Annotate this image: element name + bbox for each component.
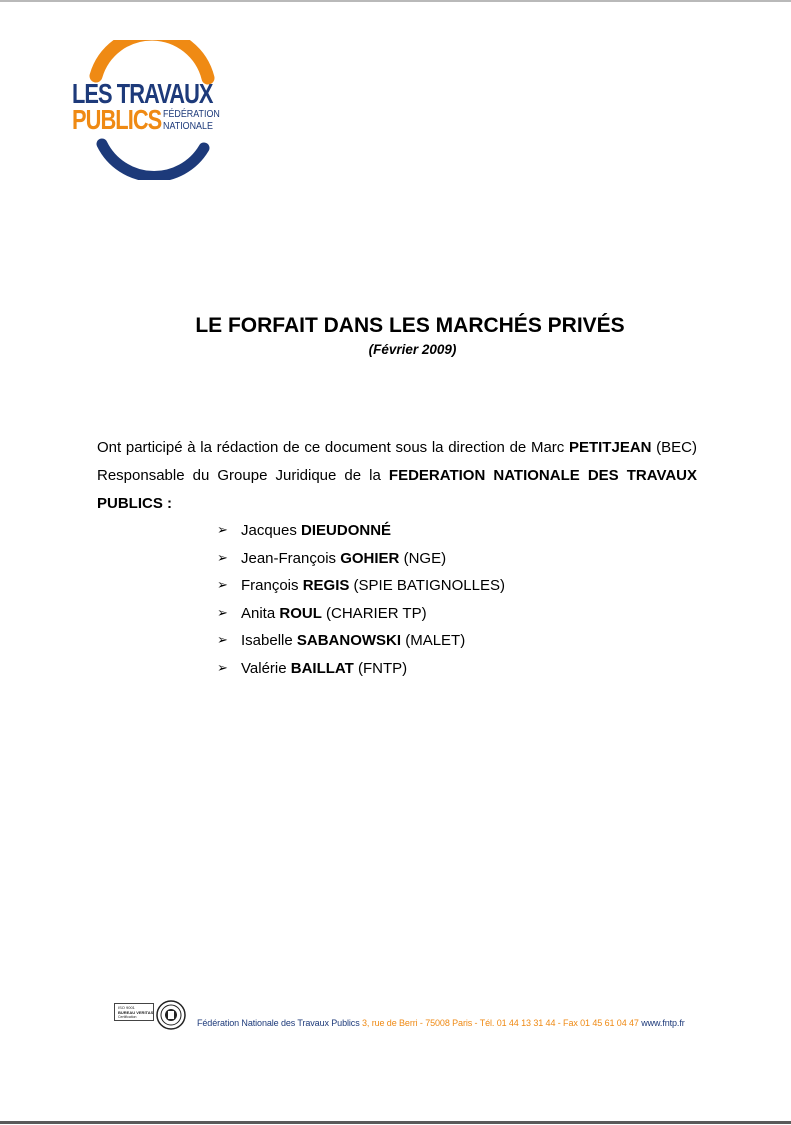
logo-subtitle-federation: FÉDÉRATION: [163, 108, 220, 120]
intro-paragraph: [97, 434, 697, 518]
logo-subtitle-nationale: NATIONALE: [163, 120, 213, 132]
list-item: ➢ Isabelle SABANOWSKI (MALET): [217, 626, 505, 654]
cert-label: Certification: [118, 1015, 137, 1019]
footer-website-link[interactable]: www.fntp.fr: [641, 1018, 685, 1028]
arrowhead-bullet-icon: ➢: [217, 632, 228, 647]
document-title: LE FORFAIT DANS LES MARCHÉS PRIVÉS: [195, 314, 625, 337]
footer-address: 3, rue de Berri - 75008 Paris - Tél. 01 44 13 31 44 - Fax 01 45 61 04 47: [359, 1018, 642, 1028]
page-bottom-border: [0, 1121, 791, 1124]
logo-text-line2: PUBLICS: [72, 104, 162, 135]
cert-iso: ISO 9001: [118, 1005, 135, 1010]
fntp-logo: [68, 40, 238, 180]
bureau-veritas-seal-icon: [155, 999, 187, 1031]
iso-certification-badge: [114, 1003, 154, 1021]
list-item: ➢ François REGIS (SPIE BATIGNOLLES): [217, 571, 505, 599]
arrowhead-bullet-icon: ➢: [217, 604, 228, 620]
organization-name: FEDERATION NATIONALE DES TRAVAUX PUBLICS :: [97, 467, 698, 512]
list-item: ➢ Valérie BAILLAT (FNTP): [217, 654, 505, 682]
arrowhead-bullet-icon: ➢: [217, 522, 228, 537]
footer-org-name: Fédération Nationale des Travaux Publics: [197, 1018, 360, 1028]
footer-contact: [197, 1017, 685, 1029]
intro-text-2: (BEC) Responsable du Groupe Juridique de la: [97, 439, 698, 484]
page-top-border: [0, 0, 791, 2]
logo-text-line1: LES TRAVAUX: [72, 78, 213, 109]
intro-text-1: Ont participé à la rédaction de ce document sous la direction de Marc: [97, 439, 569, 456]
document-date: (Février 2009): [368, 342, 457, 357]
arrowhead-bullet-icon: ➢: [217, 577, 228, 592]
contributors-list: [217, 516, 505, 681]
list-item: ➢ Jean-François GOHIER (NGE): [217, 544, 505, 572]
arrowhead-bullet-icon: ➢: [217, 659, 228, 675]
cert-body: BUREAU VERITAS: [118, 1010, 154, 1015]
arrowhead-bullet-icon: ➢: [217, 549, 228, 565]
list-item: ➢ Anita ROUL (CHARIER TP): [217, 599, 505, 627]
list-item: ➢ Jacques DIEUDONNÉ: [217, 516, 505, 544]
director-name: PETITJEAN: [568, 439, 652, 456]
